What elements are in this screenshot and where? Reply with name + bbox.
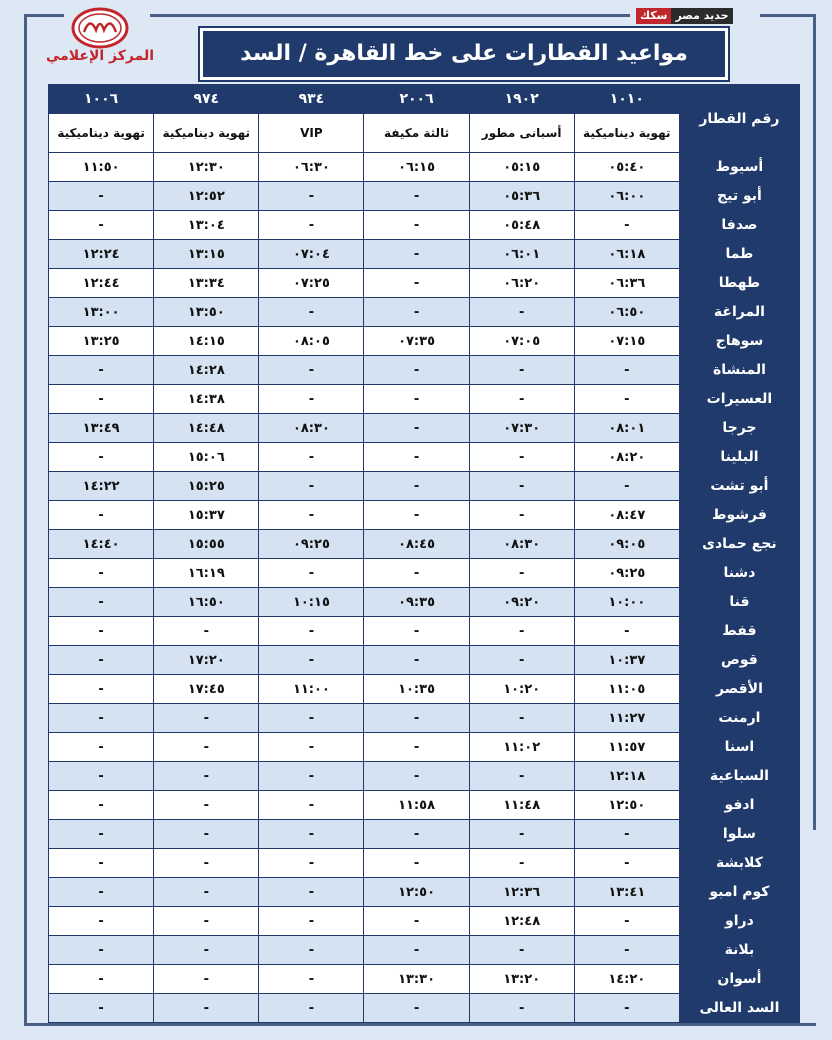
time-cell: -: [259, 356, 364, 385]
time-cell: -: [154, 849, 259, 878]
brand-part-1: سكك: [636, 8, 671, 24]
schedule-table: [48, 84, 800, 1023]
time-cell: -: [259, 182, 364, 211]
time-cell: ٠٨:٣٠: [259, 414, 364, 443]
frame-line: [760, 14, 816, 17]
time-cell: ٠٥:٣٦: [469, 182, 574, 211]
table-row: [49, 762, 800, 791]
time-cell: -: [49, 733, 154, 762]
table-row: [49, 414, 800, 443]
station-name: قفط: [679, 617, 799, 646]
time-cell: ٠٨:٤٧: [574, 501, 679, 530]
table-row: [49, 240, 800, 269]
time-cell: -: [49, 675, 154, 704]
time-cell: -: [49, 443, 154, 472]
time-cell: -: [574, 994, 679, 1023]
time-cell: -: [154, 907, 259, 936]
time-cell: ٠٥:٤٨: [469, 211, 574, 240]
station-name: سلوا: [679, 820, 799, 849]
time-cell: -: [364, 356, 469, 385]
time-cell: ١٠:٢٠: [469, 675, 574, 704]
table-row: [49, 530, 800, 559]
station-name: صدفا: [679, 211, 799, 240]
time-cell: -: [469, 704, 574, 733]
table-row: [49, 849, 800, 878]
table-row: [49, 675, 800, 704]
station-name: المراغة: [679, 298, 799, 327]
time-cell: -: [49, 791, 154, 820]
time-cell: -: [49, 965, 154, 994]
time-cell: -: [364, 704, 469, 733]
station-name: قوص: [679, 646, 799, 675]
schedule-body: [49, 153, 800, 1023]
time-cell: -: [574, 472, 679, 501]
train-number: ٩٣٤: [259, 85, 364, 114]
station-name: البلينا: [679, 443, 799, 472]
time-cell: ١٤:٢٠: [574, 965, 679, 994]
time-cell: ١٢:٥٢: [154, 182, 259, 211]
time-cell: ١٥:٢٥: [154, 472, 259, 501]
page-title: مواعيد القطارات على خط القاهرة / السد: [200, 28, 728, 80]
table-row: [49, 617, 800, 646]
time-cell: ٠٦:١٨: [574, 240, 679, 269]
time-cell: ١١:٠٢: [469, 733, 574, 762]
frame-line: [24, 14, 27, 1026]
table-row: [49, 733, 800, 762]
station-name: بلانة: [679, 936, 799, 965]
time-cell: -: [259, 994, 364, 1023]
table-row: [49, 965, 800, 994]
time-cell: -: [469, 559, 574, 588]
time-cell: ٠٩:٢٠: [469, 588, 574, 617]
time-cell: ١٤:١٥: [154, 327, 259, 356]
time-cell: -: [49, 646, 154, 675]
time-cell: ٠٩:٢٥: [574, 559, 679, 588]
time-cell: ٠٦:٠١: [469, 240, 574, 269]
time-cell: -: [364, 907, 469, 936]
logo-text: المركز الإعلامي: [45, 48, 155, 64]
station-name: أبو تيج: [679, 182, 799, 211]
time-cell: -: [259, 820, 364, 849]
time-cell: ١٢:٤٨: [469, 907, 574, 936]
time-cell: ٠٦:٠٠: [574, 182, 679, 211]
time-cell: -: [469, 849, 574, 878]
time-cell: ٠٦:٥٠: [574, 298, 679, 327]
station-name: أسيوط: [679, 153, 799, 182]
time-cell: -: [364, 385, 469, 414]
time-cell: ١٠:٠٠: [574, 588, 679, 617]
time-cell: -: [574, 907, 679, 936]
time-cell: ١٢:١٨: [574, 762, 679, 791]
time-cell: ٠٩:٠٥: [574, 530, 679, 559]
time-cell: -: [364, 414, 469, 443]
time-cell: -: [364, 646, 469, 675]
time-cell: ١١:٢٧: [574, 704, 679, 733]
time-cell: ١٣:١٥: [154, 240, 259, 269]
time-cell: -: [469, 646, 574, 675]
time-cell: -: [49, 385, 154, 414]
time-cell: ١٣:٢٠: [469, 965, 574, 994]
time-cell: ١١:٤٨: [469, 791, 574, 820]
time-cell: ٠٦:٣٠: [259, 153, 364, 182]
station-name: أسوان: [679, 965, 799, 994]
time-cell: ١٤:٣٨: [154, 385, 259, 414]
time-cell: -: [49, 617, 154, 646]
station-name: الأقصر: [679, 675, 799, 704]
time-cell: -: [259, 472, 364, 501]
table-row: [49, 559, 800, 588]
brand-badge: [636, 8, 733, 24]
time-cell: ٠٥:١٥: [469, 153, 574, 182]
train-number-row: [49, 85, 800, 114]
time-cell: ١١:٥٠: [49, 153, 154, 182]
time-cell: -: [364, 211, 469, 240]
time-cell: -: [259, 704, 364, 733]
time-cell: ٠٧:٠٥: [469, 327, 574, 356]
time-cell: -: [259, 907, 364, 936]
time-cell: -: [469, 443, 574, 472]
time-cell: ١٢:٥٠: [364, 878, 469, 907]
time-cell: ١٣:٠٠: [49, 298, 154, 327]
train-type: تهوية ديناميكية: [574, 114, 679, 153]
time-cell: -: [49, 820, 154, 849]
time-cell: ١٠:١٥: [259, 588, 364, 617]
time-cell: ١٥:٣٧: [154, 501, 259, 530]
time-cell: -: [364, 559, 469, 588]
time-cell: -: [259, 559, 364, 588]
time-cell: -: [469, 298, 574, 327]
time-cell: ١٤:٤٠: [49, 530, 154, 559]
table-row: [49, 791, 800, 820]
station-name: طهطا: [679, 269, 799, 298]
time-cell: -: [154, 617, 259, 646]
time-cell: -: [49, 356, 154, 385]
time-cell: -: [574, 617, 679, 646]
time-cell: ١١:٠٠: [259, 675, 364, 704]
time-cell: ١١:٥٧: [574, 733, 679, 762]
time-cell: ٠٧:٣٠: [469, 414, 574, 443]
time-cell: ٠٧:٣٥: [364, 327, 469, 356]
time-cell: ١٧:٢٠: [154, 646, 259, 675]
time-cell: -: [574, 849, 679, 878]
table-row: [49, 646, 800, 675]
time-cell: ٠٧:١٥: [574, 327, 679, 356]
time-cell: -: [364, 269, 469, 298]
time-cell: -: [49, 588, 154, 617]
station-name: السباعية: [679, 762, 799, 791]
time-cell: ١٥:٠٦: [154, 443, 259, 472]
time-cell: ١٢:٤٤: [49, 269, 154, 298]
time-cell: -: [259, 443, 364, 472]
train-type: تهوية ديناميكية: [49, 114, 154, 153]
time-cell: -: [154, 936, 259, 965]
station-name: دراو: [679, 907, 799, 936]
time-cell: -: [259, 965, 364, 994]
time-cell: ١٢:٣٠: [154, 153, 259, 182]
frame-line: [150, 14, 630, 17]
table-row: [49, 153, 800, 182]
time-cell: -: [574, 356, 679, 385]
table-row: [49, 994, 800, 1023]
time-cell: -: [154, 965, 259, 994]
time-cell: ٠٩:٢٥: [259, 530, 364, 559]
time-cell: -: [259, 646, 364, 675]
time-cell: ١٤:٢٨: [154, 356, 259, 385]
time-cell: ٠٨:٣٠: [469, 530, 574, 559]
time-cell: -: [364, 936, 469, 965]
time-cell: -: [574, 820, 679, 849]
time-cell: -: [364, 501, 469, 530]
time-cell: -: [574, 385, 679, 414]
time-cell: ٠٦:٣٦: [574, 269, 679, 298]
time-cell: ٠٨:٠١: [574, 414, 679, 443]
station-name: العسيرات: [679, 385, 799, 414]
time-cell: -: [49, 762, 154, 791]
table-row: [49, 704, 800, 733]
time-cell: -: [49, 936, 154, 965]
time-cell: -: [469, 472, 574, 501]
time-cell: ١٣:٥٠: [154, 298, 259, 327]
time-cell: -: [49, 559, 154, 588]
time-cell: -: [469, 356, 574, 385]
time-cell: ١٤:٢٢: [49, 472, 154, 501]
frame-line: [813, 14, 816, 830]
table-row: [49, 936, 800, 965]
table-row: [49, 443, 800, 472]
time-cell: ٠٦:٢٠: [469, 269, 574, 298]
table-row: [49, 356, 800, 385]
train-number: ٩٧٤: [154, 85, 259, 114]
time-cell: -: [574, 936, 679, 965]
time-cell: ١٦:١٩: [154, 559, 259, 588]
time-cell: -: [49, 182, 154, 211]
station-name: أبو تشت: [679, 472, 799, 501]
time-cell: -: [49, 704, 154, 733]
time-cell: ٠٨:٤٥: [364, 530, 469, 559]
table-row: [49, 385, 800, 414]
media-center-logo: [40, 6, 160, 74]
station-name: ادفو: [679, 791, 799, 820]
frame-line: [24, 1023, 816, 1026]
train-number: ٢٠٠٦: [364, 85, 469, 114]
station-name: نجع حمادى: [679, 530, 799, 559]
table-row: [49, 182, 800, 211]
time-cell: -: [364, 617, 469, 646]
time-cell: -: [259, 385, 364, 414]
time-cell: -: [469, 617, 574, 646]
table-row: [49, 588, 800, 617]
time-cell: ١٧:٤٥: [154, 675, 259, 704]
time-cell: ٠٥:٤٠: [574, 153, 679, 182]
time-cell: -: [259, 298, 364, 327]
table-row: [49, 501, 800, 530]
time-cell: ١٦:٥٠: [154, 588, 259, 617]
station-name: جرجا: [679, 414, 799, 443]
train-number: ١٩٠٢: [469, 85, 574, 114]
table-row: [49, 472, 800, 501]
table-row: [49, 907, 800, 936]
train-number: ١٠٠٦: [49, 85, 154, 114]
time-cell: -: [469, 501, 574, 530]
time-cell: -: [154, 791, 259, 820]
time-cell: ١٣:٠٤: [154, 211, 259, 240]
station-name: فرشوط: [679, 501, 799, 530]
table-row: [49, 269, 800, 298]
time-cell: -: [364, 820, 469, 849]
time-cell: ١٥:٥٥: [154, 530, 259, 559]
time-cell: -: [259, 878, 364, 907]
table-row: [49, 820, 800, 849]
time-cell: -: [259, 849, 364, 878]
time-cell: ٠٧:٢٥: [259, 269, 364, 298]
station-name: السد العالى: [679, 994, 799, 1023]
time-cell: -: [154, 704, 259, 733]
time-cell: -: [364, 733, 469, 762]
time-cell: ١١:٥٨: [364, 791, 469, 820]
station-name: دشنا: [679, 559, 799, 588]
time-cell: ١٣:٤١: [574, 878, 679, 907]
station-name: كلابشة: [679, 849, 799, 878]
time-cell: -: [259, 211, 364, 240]
time-cell: -: [469, 762, 574, 791]
time-cell: ١١:٠٥: [574, 675, 679, 704]
time-cell: -: [154, 762, 259, 791]
time-cell: -: [154, 878, 259, 907]
time-cell: -: [259, 501, 364, 530]
table-row: [49, 878, 800, 907]
time-cell: -: [49, 501, 154, 530]
time-cell: -: [49, 849, 154, 878]
time-cell: -: [154, 994, 259, 1023]
time-cell: ١٣:٣٤: [154, 269, 259, 298]
time-cell: -: [154, 733, 259, 762]
time-cell: -: [469, 385, 574, 414]
time-cell: -: [469, 820, 574, 849]
time-cell: -: [469, 994, 574, 1023]
time-cell: ٠٨:٠٥: [259, 327, 364, 356]
station-name: اسنا: [679, 733, 799, 762]
railway-emblem-icon: [70, 6, 130, 50]
time-cell: -: [154, 820, 259, 849]
time-cell: -: [364, 849, 469, 878]
table-row: [49, 298, 800, 327]
time-cell: -: [574, 211, 679, 240]
time-cell: ١٣:٤٩: [49, 414, 154, 443]
station-name: قنا: [679, 588, 799, 617]
time-cell: ١٢:٥٠: [574, 791, 679, 820]
table-row: [49, 211, 800, 240]
time-cell: -: [259, 733, 364, 762]
time-cell: -: [49, 994, 154, 1023]
time-cell: -: [259, 617, 364, 646]
time-cell: -: [49, 878, 154, 907]
time-cell: ٠٨:٢٠: [574, 443, 679, 472]
time-cell: ١٤:٤٨: [154, 414, 259, 443]
time-cell: ١٣:٣٠: [364, 965, 469, 994]
time-cell: -: [364, 182, 469, 211]
time-cell: -: [364, 994, 469, 1023]
time-cell: -: [259, 936, 364, 965]
time-cell: -: [259, 762, 364, 791]
time-cell: ٠٧:٠٤: [259, 240, 364, 269]
station-name: سوهاج: [679, 327, 799, 356]
station-name: المنشاة: [679, 356, 799, 385]
train-type: ثالثة مكيفة: [364, 114, 469, 153]
time-cell: ١٣:٢٥: [49, 327, 154, 356]
time-cell: -: [364, 443, 469, 472]
train-number-label: رقم القطار: [679, 85, 799, 153]
station-name: طما: [679, 240, 799, 269]
time-cell: ١٠:٣٥: [364, 675, 469, 704]
station-name: كوم امبو: [679, 878, 799, 907]
table-row: [49, 327, 800, 356]
time-cell: -: [49, 211, 154, 240]
time-cell: -: [469, 936, 574, 965]
station-name: ارمنت: [679, 704, 799, 733]
time-cell: ٠٩:٣٥: [364, 588, 469, 617]
train-type: أسبانى مطور: [469, 114, 574, 153]
brand-part-2: حديد مصر: [671, 8, 732, 24]
time-cell: ١٢:٣٦: [469, 878, 574, 907]
time-cell: -: [364, 472, 469, 501]
time-cell: ١٢:٢٤: [49, 240, 154, 269]
time-cell: ٠٦:١٥: [364, 153, 469, 182]
time-cell: -: [364, 762, 469, 791]
train-type: تهوية ديناميكية: [154, 114, 259, 153]
train-type: VIP: [259, 114, 364, 153]
time-cell: -: [259, 791, 364, 820]
time-cell: -: [364, 298, 469, 327]
time-cell: -: [49, 907, 154, 936]
train-number: ١٠١٠: [574, 85, 679, 114]
time-cell: -: [364, 240, 469, 269]
time-cell: ١٠:٣٧: [574, 646, 679, 675]
